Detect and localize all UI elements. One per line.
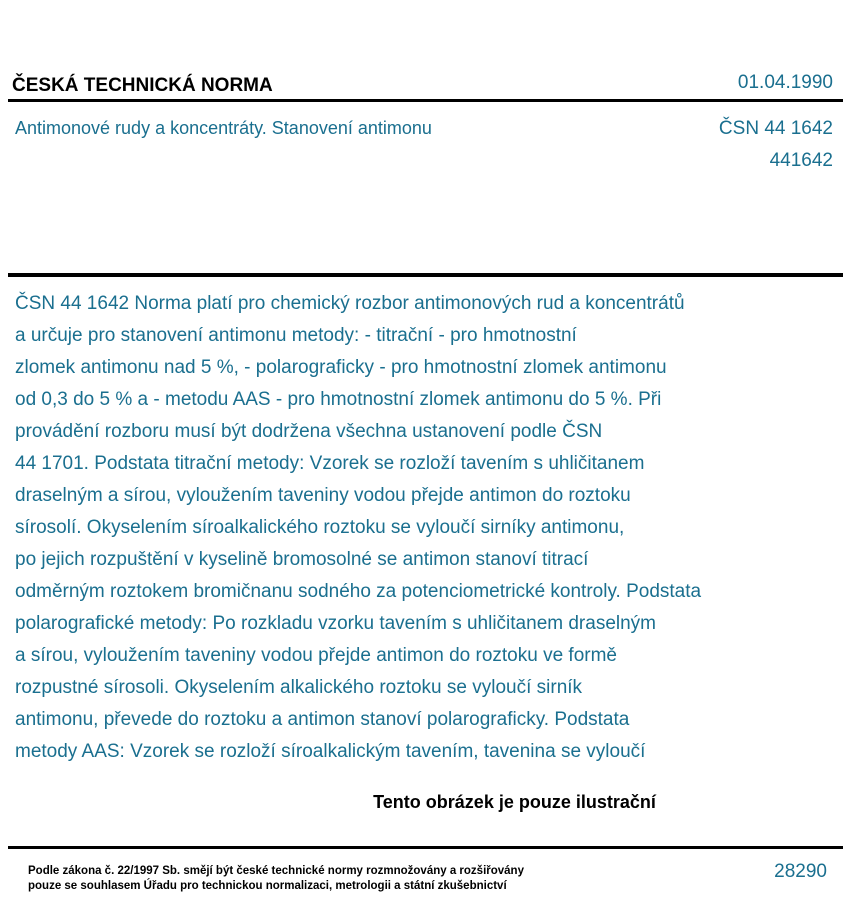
abstract-line: 44 1701. Podstata titrační metody: Vzorek se rozloží tavením s uhličitanem bbox=[15, 453, 645, 474]
document-title: Antimonové rudy a koncentráty. Stanovení antimonu bbox=[15, 118, 432, 138]
copyright-notice-line-2: pouze se souhlasem Úřadu pro technickou normalizaci, metrologii a státní zkušebnictví bbox=[28, 880, 507, 892]
abstract-line: od 0,3 do 5 % a - metodu AAS - pro hmotnostní zlomek antimonu do 5 %. Při bbox=[15, 389, 662, 410]
abstract-line: polarografické metody: Po rozkladu vzorku tavením s uhličitanem draselným bbox=[15, 613, 657, 634]
abstract-text bbox=[15, 288, 701, 768]
header-divider bbox=[8, 99, 843, 102]
abstract-line: ČSN 44 1642 Norma platí pro chemický rozbor antimonových rud a koncentrátů bbox=[15, 293, 685, 314]
abstract-line: po jejich rozpuštění v kyselině bromosolné se antimon stanoví titrací bbox=[15, 549, 589, 570]
abstract-line: provádění rozboru musí být dodržena všechna ustanovení podle ČSN bbox=[15, 421, 603, 442]
abstract-line: odměrným roztokem bromičnanu sodného za potenciometrické kontroly. Podstata bbox=[15, 581, 702, 602]
abstract-line: a sírou, vyloužením taveniny vodou přejde antimon do roztoku ve formě bbox=[15, 645, 617, 666]
abstract-line: a určuje pro stanovení antimonu metody: - titrační - pro hmotnostní bbox=[15, 325, 577, 346]
standard-heading: ČESKÁ TECHNICKÁ NORMA bbox=[12, 75, 273, 96]
illustration-notice: Tento obrázek je pouze ilustrační bbox=[373, 792, 656, 812]
abstract-line: antimonu, převede do roztoku a antimon stanoví polarograficky. Podstata bbox=[15, 709, 630, 730]
classification-number: 441642 bbox=[769, 150, 833, 171]
abstract-line: zlomek antimonu nad 5 %, - polarograficky - pro hmotnostní zlomek antimonu bbox=[15, 357, 667, 378]
abstract-line: metody AAS: Vzorek se rozloží síroalkalickým tavením, tavenina se vyloučí bbox=[15, 741, 646, 762]
section-divider bbox=[8, 273, 843, 277]
abstract-line: draselným a sírou, vyloužením taveniny vodou přejde antimon do roztoku bbox=[15, 485, 631, 506]
catalog-number: 28290 bbox=[774, 861, 827, 882]
copyright-notice-line-1: Podle zákona č. 22/1997 Sb. smějí být české technické normy rozmnožovány a rozšiřovány bbox=[28, 865, 524, 877]
footer-divider bbox=[8, 846, 843, 849]
abstract-line: rozpustné sírosoli. Okyselením alkalického roztoku se vyloučí sirník bbox=[15, 677, 583, 698]
publication-date: 01.04.1990 bbox=[737, 72, 833, 93]
abstract-line: sírosolí. Okyselením síroalkalického roztoku se vyloučí sirníky antimonu, bbox=[15, 517, 625, 538]
standard-code: ČSN 44 1642 bbox=[718, 118, 833, 139]
